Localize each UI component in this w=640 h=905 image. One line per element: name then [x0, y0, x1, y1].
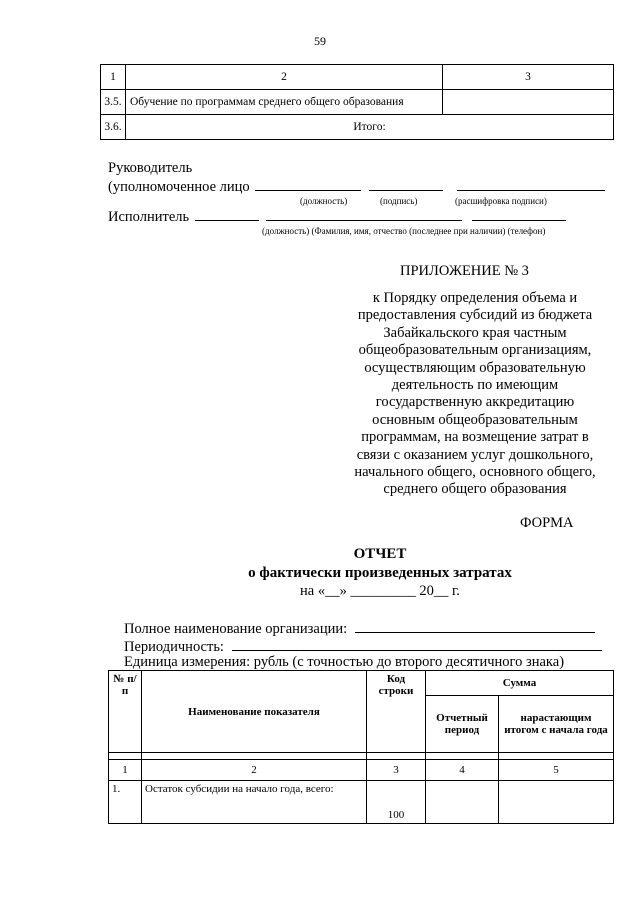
unit-label: Единица измерения: рубль (с точностью до второго десятичного знака)	[124, 654, 565, 670]
column-number: 5	[499, 760, 614, 781]
position-caption: (должность)	[300, 196, 348, 206]
appendix-line: связи с оказанием услуг дошкольного,	[356, 446, 594, 463]
gap-cell	[109, 753, 142, 760]
report-date: на «__» _________ 20__ г.	[300, 583, 460, 599]
row-number: 1.	[109, 781, 142, 824]
table-row	[109, 781, 614, 824]
report-subtitle: о фактически произведенных затратах	[248, 565, 512, 581]
periodicity-label: Периодичность:	[124, 639, 224, 655]
top-table-header-cell: 3	[443, 65, 614, 90]
column-numbers-row	[109, 760, 614, 781]
row-value	[443, 90, 614, 115]
report-table	[108, 670, 614, 824]
row-cumulative	[499, 781, 614, 824]
header-code: Код строки	[367, 671, 426, 753]
header-cumulative: нарастающим итогом с начала года	[499, 696, 614, 753]
form-label: ФОРМА	[520, 515, 574, 531]
row-number: 3.6.	[101, 115, 126, 140]
org-name-field	[124, 618, 595, 638]
row-code: 100	[367, 781, 426, 824]
row-name: Итого:	[126, 115, 614, 140]
appendix-line: общеобразовательным организациям,	[358, 342, 592, 359]
report-table-header-row	[109, 671, 614, 696]
header-name: Наименование показателя	[142, 671, 367, 753]
executor-name-blank	[266, 206, 462, 221]
appendix-line: Забайкальского края частным	[383, 324, 567, 341]
row-reporting	[426, 781, 499, 824]
executor-phone-blank	[472, 206, 566, 221]
executor-label: Исполнитель	[108, 209, 190, 225]
appendix-line: среднего общего образования	[383, 481, 567, 498]
executor-line	[108, 206, 566, 227]
gap-cell	[426, 753, 499, 760]
column-number: 3	[367, 760, 426, 781]
executor-position-blank	[195, 206, 259, 221]
appendix-line: предоставления субсидий из бюджета	[357, 307, 593, 324]
report-title: ОТЧЕТ	[353, 546, 407, 562]
appendix-line: осуществляющим образовательную	[364, 359, 586, 376]
header-num: № п/п	[109, 671, 142, 753]
table-row	[101, 115, 614, 140]
table-gap-row	[109, 753, 614, 760]
top-table-header-cell: 1	[101, 65, 126, 90]
row-number: 3.5.	[101, 90, 126, 115]
appendix-line: основным общеобразовательным	[372, 411, 578, 428]
executor-caption: (должность) (Фамилия, имя, отчество (последнее при наличии) (телефон)	[262, 226, 546, 236]
appendix-line: к Порядку определения объема и	[372, 290, 578, 306]
position-blank	[255, 176, 361, 191]
authorized-line	[108, 176, 605, 197]
appendix-line: государственную аккредитацию	[375, 394, 575, 411]
top-table	[100, 64, 614, 140]
authorized-label: (уполномоченное лицо	[108, 179, 250, 195]
header-reporting: Отчетный период	[426, 696, 499, 753]
header-sum: Сумма	[426, 671, 614, 696]
row-name: Остаток субсидии на начало года, всего:	[142, 781, 367, 824]
page-number: 59	[314, 34, 326, 48]
column-number: 2	[142, 760, 367, 781]
top-table-header-row	[101, 65, 614, 90]
gap-cell	[499, 753, 614, 760]
row-name: Обучение по программам среднего общего образования	[126, 90, 443, 115]
gap-cell	[367, 753, 426, 760]
appendix-line: программам, на возмещение затрат в	[361, 429, 589, 446]
table-row	[101, 90, 614, 115]
column-number: 4	[426, 760, 499, 781]
decoding-caption: (расшифровка подписи)	[455, 196, 547, 206]
column-number: 1	[109, 760, 142, 781]
appendix-line: деятельность по имеющим	[391, 377, 559, 394]
head-label: Руководитель	[108, 160, 193, 176]
signature-blank	[369, 176, 443, 191]
org-name-label: Полное наименование организации:	[124, 621, 348, 637]
decoding-blank	[457, 176, 605, 191]
org-name-blank[interactable]	[355, 618, 595, 633]
signature-caption: (подпись)	[380, 196, 418, 206]
top-table-header-cell: 2	[126, 65, 443, 90]
appendix-title: ПРИЛОЖЕНИЕ № 3	[400, 263, 529, 279]
appendix-line: начального общего, основного общего,	[354, 464, 596, 481]
appendix-text	[330, 290, 620, 499]
periodicity-blank[interactable]	[232, 636, 602, 651]
gap-cell	[142, 753, 367, 760]
